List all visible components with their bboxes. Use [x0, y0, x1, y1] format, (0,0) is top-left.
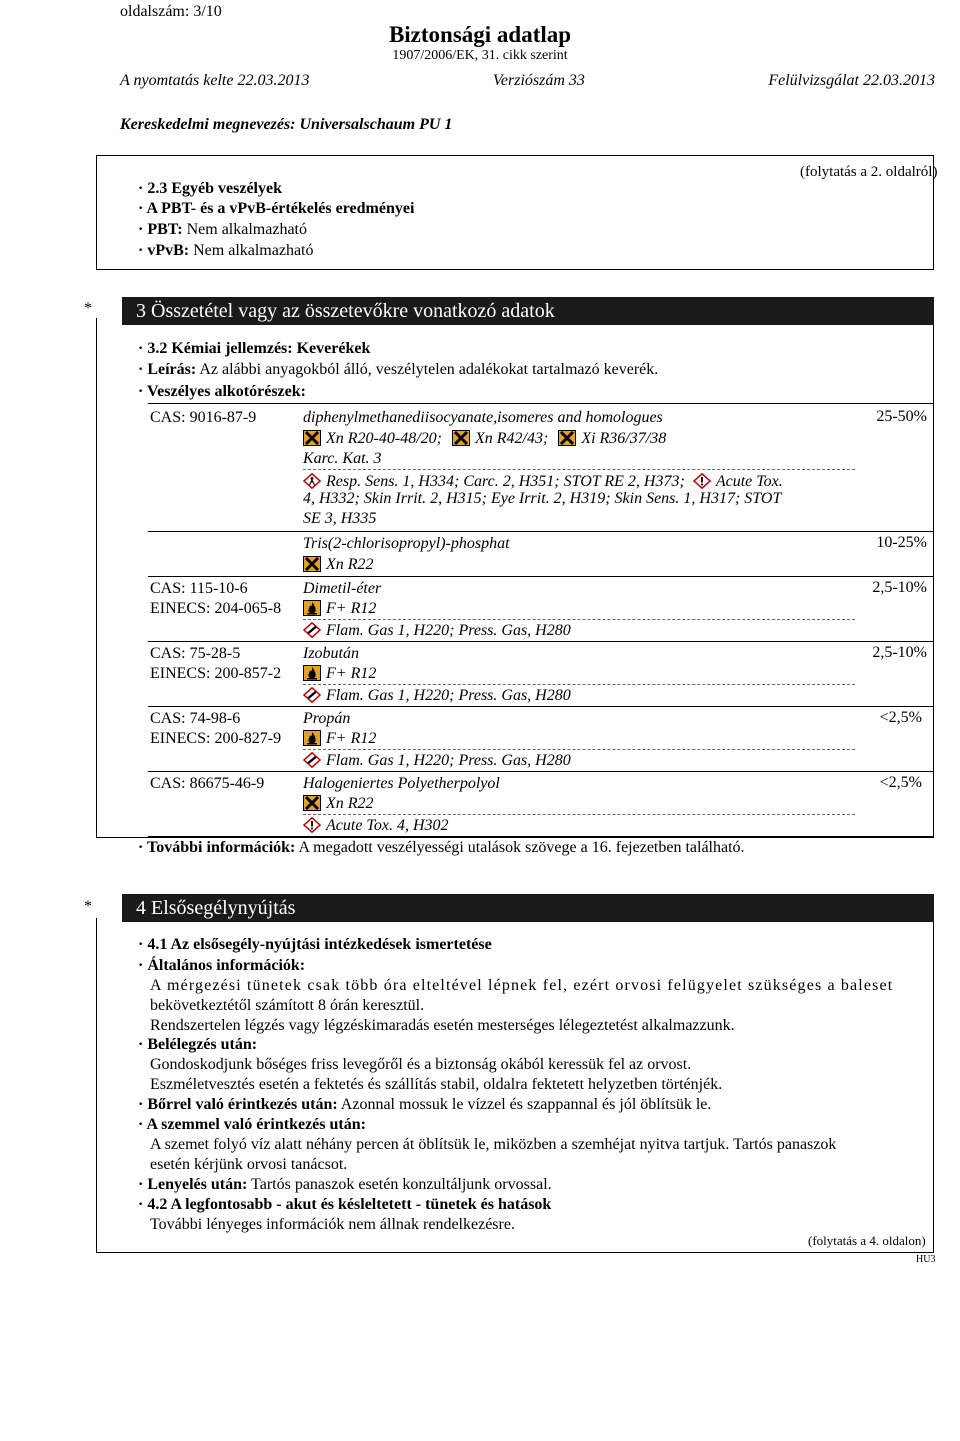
component-2-name: Tris(2-chlorisopropyl)-phosphat — [303, 535, 510, 552]
component-1-clp-line-2: 4, H332; Skin Irrit. 2, H315; Eye Irrit. 2, H319; Skin Sens. 1, H317; STOT — [303, 490, 782, 507]
component-4-name: Izobután — [303, 645, 359, 662]
skin-contact-line: · Bőrrel való érintkezés után: Azonnal mossuk le vízzel és szappannal és jól öblítsük le. — [138, 1096, 712, 1113]
hazardous-components-heading: · Veszélyes alkotórészek: — [138, 383, 306, 400]
document-title: Biztonsági adatlap — [388, 22, 572, 47]
component-4-cas: CAS: 75-28-5 — [150, 645, 241, 662]
gas-cylinder-icon — [303, 752, 321, 768]
chemical-characterization: · 3.2 Kémiai jellemzés: Keverékek — [138, 340, 371, 357]
component-5-einecs: EINECS: 200-827-9 — [150, 730, 282, 747]
irritant-x-icon — [558, 430, 576, 446]
component-5-percentage: <2,5% — [879, 709, 922, 726]
flame-icon — [303, 665, 321, 681]
trade-name: Kereskedelmi megnevezés: Universalschaum PU 1 — [120, 116, 453, 133]
section-3-title: 3 Összetétel vagy az összetevőkre vonatkozó adatok — [122, 297, 934, 325]
inhalation-line-1: Gondoskodjunk bőséges friss levegőről és a biztonság okából keressük fel az orvost. — [150, 1056, 692, 1073]
continued-to: (folytatás a 4. oldalon) — [808, 1233, 926, 1248]
eye-contact-line-2: esetén kérjünk orvosi tanácsot. — [150, 1156, 348, 1173]
change-marker: * — [84, 898, 92, 915]
description-line: · Leírás: Az alábbi anyagokból álló, veszélytelen adalékokat tartalmazó keverék. — [138, 361, 659, 378]
health-hazard-icon — [303, 473, 321, 489]
component-4-einecs: EINECS: 200-857-2 — [150, 665, 282, 682]
section-2-3-heading: · 2.3 Egyéb veszélyek — [138, 180, 282, 197]
component-3-r-phrases: F+ R12 — [303, 599, 376, 619]
first-aid-measures-heading: · 4.1 Az elsősegély-nyújtási intézkedések ismertetése — [138, 936, 492, 953]
footer-code: HU3 — [916, 1254, 936, 1265]
component-5-clp: Flam. Gas 1, H220; Press. Gas, H280 — [303, 751, 571, 771]
exclamation-icon — [303, 817, 321, 833]
component-5-cas: CAS: 74-98-6 — [150, 710, 241, 727]
component-6-name: Halogeniertes Polyetherpolyol — [303, 775, 500, 792]
component-1-cas: CAS: 9016-87-9 — [150, 409, 257, 426]
component-1-r-phrases: Xn R20-40-48/20; Xn R42/43; Xi R36/37/38 — [303, 429, 666, 449]
harmful-x-icon — [303, 556, 321, 572]
inhalation-heading: · Belélegzés után: — [138, 1036, 258, 1053]
component-5-r-phrases: F+ R12 — [303, 729, 376, 749]
change-marker: * — [84, 300, 92, 317]
eye-contact-heading: · A szemmel való érintkezés után: — [138, 1116, 366, 1133]
regulation-reference: 1907/2006/EK, 31. cikk szerint — [392, 48, 568, 63]
component-1-name: diphenylmethanediisocyanate,isomeres and homologues — [303, 409, 663, 426]
component-4-clp: Flam. Gas 1, H220; Press. Gas, H280 — [303, 686, 571, 706]
general-info-line-3: Rendszertelen légzés vagy légzéskimaradás esetén mesterséges lélegeztetést alkalmazzunk. — [150, 1017, 735, 1034]
harmful-x-icon — [303, 795, 321, 811]
vpvb-line: · vPvB: Nem alkalmazható — [138, 242, 314, 259]
component-3-clp: Flam. Gas 1, H220; Press. Gas, H280 — [303, 621, 571, 641]
component-6-cas: CAS: 86675-46-9 — [150, 775, 265, 792]
symptoms-text: További lényeges információk nem állnak rendelkezésre. — [150, 1216, 515, 1233]
component-2-r-phrases: Xn R22 — [303, 555, 374, 575]
component-6-percentage: <2,5% — [879, 774, 922, 791]
component-6-clp: Acute Tox. 4, H302 — [303, 816, 449, 836]
gas-cylinder-icon — [303, 622, 321, 638]
section-4-title: 4 Elsősegélynyújtás — [122, 894, 934, 922]
component-3-einecs: EINECS: 204-065-8 — [150, 600, 282, 617]
general-info-line-2: bekövetkeztétől számított 8 órán keresztül. — [150, 997, 425, 1014]
component-4-percentage: 2,5-10% — [872, 644, 927, 661]
eye-contact-line-1: A szemet folyó víz alatt néhány percen át öblítsük le, miközben a szemhéjat nyitva tartjuk. Tartós panaszok — [150, 1136, 837, 1153]
component-5-name: Propán — [303, 710, 351, 727]
component-3-percentage: 2,5-10% — [872, 579, 927, 596]
print-date: A nyomtatás kelte 22.03.2013 — [120, 72, 310, 89]
revision-date: Felülvizsgálat 22.03.2013 — [768, 72, 935, 89]
continued-from: (folytatás a 2. oldalról) — [800, 164, 938, 180]
harmful-x-icon — [303, 430, 321, 446]
component-3-cas: CAS: 115-10-6 — [150, 580, 248, 597]
flame-icon — [303, 600, 321, 616]
header-info-line — [120, 72, 935, 90]
component-2-percentage: 10-25% — [876, 534, 927, 551]
component-1-percentage: 25-50% — [876, 408, 927, 425]
component-1-clp-line-3: SE 3, H335 — [303, 510, 377, 527]
component-1-clp-line-1: Resp. Sens. 1, H334; Carc. 2, H351; STOT RE 2, H373; Acute Tox. — [303, 472, 783, 492]
component-3-name: Dimetil-éter — [303, 580, 382, 597]
component-1-karc: Karc. Kat. 3 — [303, 450, 382, 467]
page-number: oldalszám: 3/10 — [120, 3, 222, 20]
inhalation-line-2: Eszméletvesztés esetén a fektetés és szállítás stabil, oldalra fektetett helyzetben történjék. — [150, 1076, 723, 1093]
general-info-line-1: A mérgezési tünetek csak több óra elteltével lépnek fel, ezért orvosi felügyelet szükséges a baleset — [150, 977, 894, 994]
flame-icon — [303, 730, 321, 746]
harmful-x-icon — [452, 430, 470, 446]
pbt-vpvb-heading: · A PBT- és a vPvB-értékelés eredményei — [138, 200, 415, 217]
version-number: Verziószám 33 — [492, 72, 585, 89]
symptoms-heading: · 4.2 A legfontosabb - akut és késleltetett - tünetek és hatások — [138, 1196, 552, 1213]
gas-cylinder-icon — [303, 687, 321, 703]
general-information-heading: · Általános információk: — [138, 957, 306, 974]
further-information: · További információk: A megadott veszélyességi utalások szövege a 16. fejezetben található. — [138, 839, 745, 856]
component-4-r-phrases: F+ R12 — [303, 664, 376, 684]
pbt-line: · PBT: Nem alkalmazható — [138, 221, 307, 238]
component-6-r-phrases: Xn R22 — [303, 794, 374, 814]
exclamation-icon — [693, 473, 711, 489]
ingestion-line: · Lenyelés után: Tartós panaszok esetén konzultáljunk orvossal. — [138, 1176, 552, 1193]
